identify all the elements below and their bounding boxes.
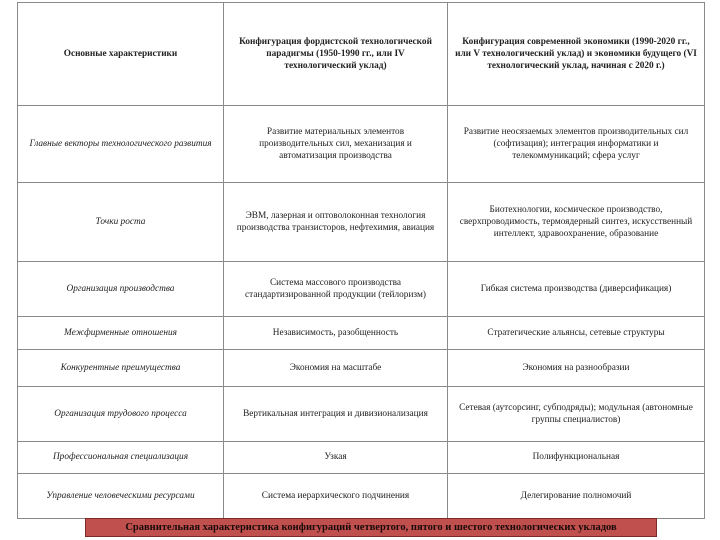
modern-cell: Экономия на разнообразии xyxy=(448,350,705,387)
modern-cell: Стратегические альянсы, сетевые структуры xyxy=(448,317,705,350)
table-caption: Сравнительная характеристика конфигураций четвертого, пятого и шестого технологических укладов xyxy=(85,518,657,537)
modern-cell: Развитие неосязаемых элементов производительных сил (софтизация); интеграция информатики и телекоммуникаций; сфера услуг xyxy=(448,106,705,183)
fordist-cell: ЭВМ, лазерная и оптоволоконная технология производства транзисторов, нефтехимия, авиация xyxy=(224,183,448,262)
table-row xyxy=(18,183,705,262)
fordist-cell: Система иерархического подчинения xyxy=(224,474,448,519)
document-page xyxy=(17,2,704,518)
table-header-row xyxy=(18,3,705,106)
fordist-cell: Развитие материальных элементов производительных сил, механизация и автоматизация производства xyxy=(224,106,448,183)
fordist-cell: Система массового производства стандартизированной продукции (тейлоризм) xyxy=(224,262,448,317)
table-row xyxy=(18,106,705,183)
comparison-table xyxy=(17,2,705,519)
table-row xyxy=(18,442,705,474)
row-label: Профессиональная специализация xyxy=(18,442,224,474)
table-row xyxy=(18,474,705,519)
row-label: Управление человеческими ресурсами xyxy=(18,474,224,519)
fordist-cell: Узкая xyxy=(224,442,448,474)
fordist-cell: Вертикальная интеграция и дивизионализация xyxy=(224,387,448,442)
modern-cell: Делегирование полномочий xyxy=(448,474,705,519)
header-fordist: Конфигурация фордистской технологической парадигмы (1950-1990 гг., или IV технологический уклад) xyxy=(224,3,448,106)
table-row xyxy=(18,262,705,317)
fordist-cell: Независимость, разобщенность xyxy=(224,317,448,350)
modern-cell: Биотехнологии, космическое производство, сверхпроводимость, термоядерный синтез, искусственный интеллект, здравоохранение, образование xyxy=(448,183,705,262)
table-row xyxy=(18,350,705,387)
row-label: Организация трудового процесса xyxy=(18,387,224,442)
table-row xyxy=(18,387,705,442)
row-label: Главные векторы технологического развития xyxy=(18,106,224,183)
modern-cell: Сетевая (аутсорсинг, субподряды); модульная (автономные группы специалистов) xyxy=(448,387,705,442)
fordist-cell: Экономия на масштабе xyxy=(224,350,448,387)
header-modern: Конфигурация современной экономики (1990-2020 гг., или V технологический уклад) и экономики будущего (VI технологический уклад, начиная с 2020 г.) xyxy=(448,3,705,106)
modern-cell: Гибкая система производства (диверсификация) xyxy=(448,262,705,317)
row-label: Межфирменные отношения xyxy=(18,317,224,350)
modern-cell: Полифункциональная xyxy=(448,442,705,474)
table-row xyxy=(18,317,705,350)
row-label: Конкурентные преимущества xyxy=(18,350,224,387)
row-label: Организация производства xyxy=(18,262,224,317)
header-characteristics: Основные характеристики xyxy=(18,3,224,106)
row-label: Точки роста xyxy=(18,183,224,262)
